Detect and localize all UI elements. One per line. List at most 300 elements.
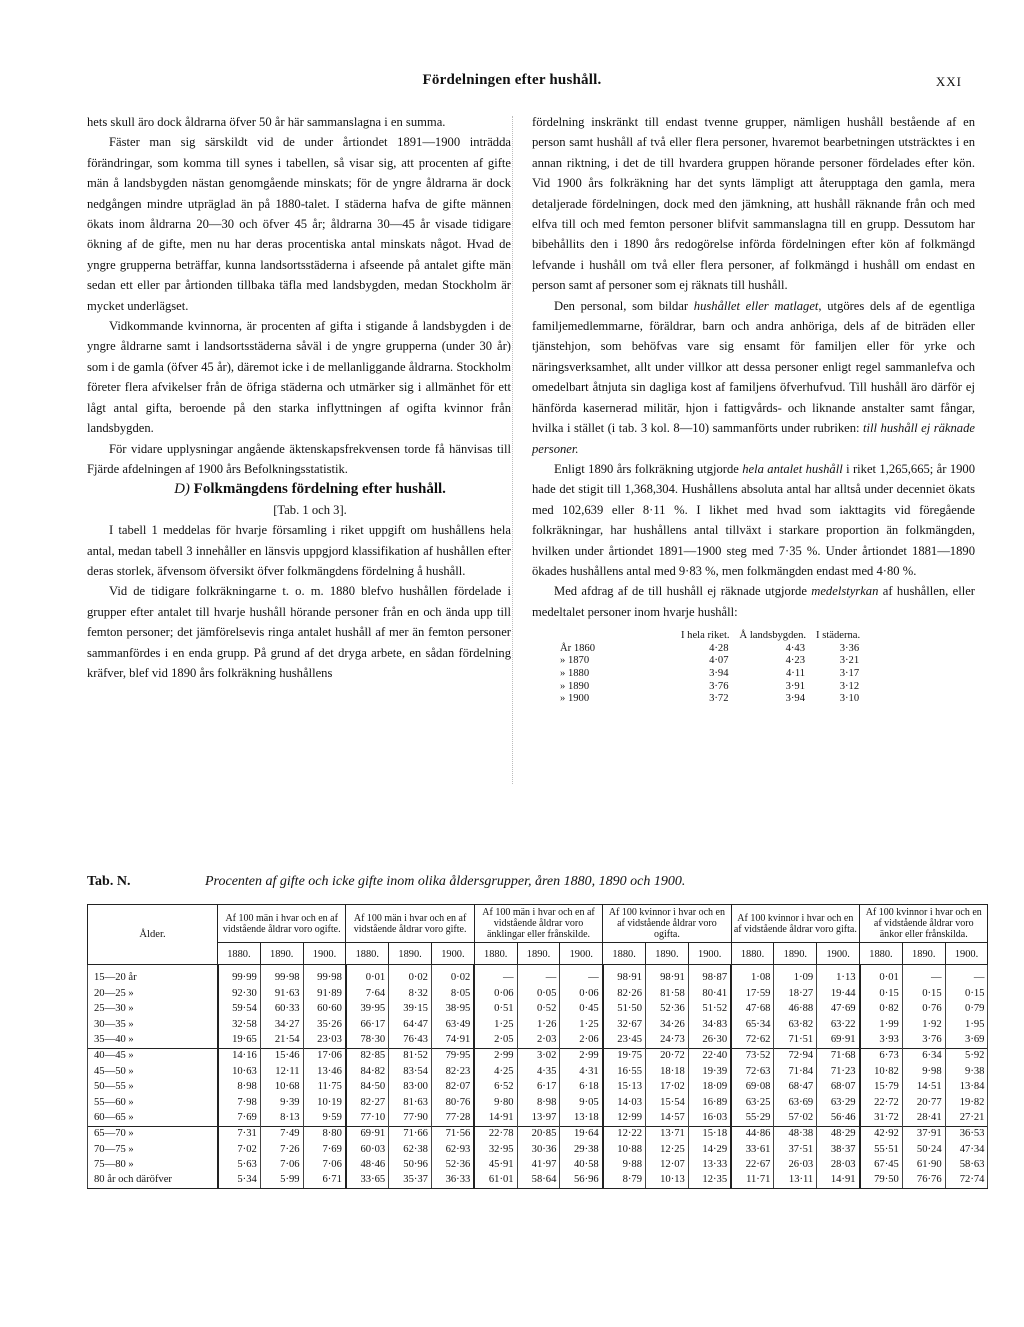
table-cell: 67·45 [860,1158,903,1173]
age-column-header: Ålder. [88,905,218,965]
running-title: Fördelningen efter hushåll. [422,72,602,88]
household-table-body [558,643,865,706]
table-cell: 71·84 [774,1064,817,1079]
table-heading [87,874,987,894]
row-label: » 1880 [560,667,590,679]
row-label: » 1900 [560,693,590,705]
year-header: 1880. [474,943,517,965]
table-cell: 5·63 [218,1158,261,1173]
table-cell: 36·33 [431,1173,474,1189]
table-cell: 13·71 [646,1126,689,1142]
table-cell: 14·16 [218,1048,261,1064]
table-cell: 78·30 [346,1033,389,1049]
emphasis: hela antalet hushåll [742,461,843,476]
age-cell: 70—75 » [88,1142,218,1157]
age-cell: 60—65 » [88,1111,218,1127]
table-cell: 3·10 [839,693,860,705]
table-cell: 44·86 [731,1126,774,1142]
table-cell: 81·58 [646,986,689,1001]
table-cell: 66·17 [346,1017,389,1032]
table-cell: 82·23 [431,1064,474,1079]
table-row [558,681,865,694]
table-cell: 79·50 [860,1173,903,1189]
table-cell: 0·51 [474,1002,517,1017]
table-cell: 48·29 [817,1126,860,1142]
table-cell: 52·36 [646,1002,689,1017]
table-cell: 35·26 [303,1017,346,1032]
table-cell: 7·06 [260,1158,303,1173]
table-cell: 0·52 [517,1002,560,1017]
table-cell: 0·79 [945,1002,988,1017]
table-cell: 19·82 [945,1095,988,1110]
table-cell: 15·79 [860,1080,903,1095]
table-row [88,1064,988,1079]
table-cell: 34·83 [688,1017,731,1032]
table-cell: 20·72 [646,1048,689,1064]
age-cell: 40—45 » [88,1048,218,1064]
table-row [88,1033,988,1049]
table-cell: — [474,965,517,987]
table-cell: 34·26 [646,1017,689,1032]
table-cell: 68·07 [817,1080,860,1095]
table-cell: 4·25 [474,1064,517,1079]
table-cell: 1·13 [817,965,860,987]
table-cell: 14·51 [902,1080,945,1095]
table-cell: 32·67 [603,1017,646,1032]
table-cell: 98·91 [646,965,689,987]
year-header: 1900. [560,943,603,965]
age-cell: 65—70 » [88,1126,218,1142]
table-cell: 8·80 [303,1126,346,1142]
year-header: 1900. [817,943,860,965]
table-cell: 47·68 [731,1002,774,1017]
table-cell: 8·98 [517,1095,560,1110]
table-cell: 71·66 [389,1126,432,1142]
emphasis: medelstyrkan [811,584,879,599]
year-header: 1900. [431,943,474,965]
table-cell: 2·99 [474,1048,517,1064]
table-cell: 41·97 [517,1158,560,1173]
section-title: Folkmängdens fördelning efter hushåll. [193,481,446,498]
paragraph: hets skull äro dock åldrarna öfver 50 år här sammanslagna i en summa. [87,115,446,129]
table-cell: 65·34 [731,1017,774,1032]
table-cell: 9·05 [560,1095,603,1110]
year-header: 1890. [260,943,303,965]
table-cell: 33·65 [346,1173,389,1189]
table-cell: 61·01 [474,1173,517,1189]
year-header: 1880. [218,943,261,965]
year-header: 1900. [303,943,346,965]
table-cell: 0·76 [902,1002,945,1017]
table-cell: 5·34 [218,1173,261,1189]
table-cell: 59·54 [218,1002,261,1017]
table-cell: 15·46 [260,1048,303,1064]
table-cell: 63·82 [774,1017,817,1032]
table-cell: 15·54 [646,1095,689,1110]
table-cell: 10·13 [646,1173,689,1189]
table-cell: 19·64 [560,1126,603,1142]
age-cell: 20—25 » [88,986,218,1001]
table-cell: 14·29 [688,1142,731,1157]
table-cell: 52·36 [431,1158,474,1173]
table-cell: 55·29 [731,1111,774,1127]
table-cell: 82·85 [346,1048,389,1064]
table-cell: 13·97 [517,1111,560,1127]
table-cell: 12·11 [260,1064,303,1079]
age-cell: 30—35 » [88,1017,218,1032]
table-cell: 58·63 [945,1158,988,1173]
table-cell: 20·85 [517,1126,560,1142]
table-cell: 83·00 [389,1080,432,1095]
table-cell: 5·99 [260,1173,303,1189]
table-cell: 71·51 [774,1033,817,1049]
table-cell: 10·82 [860,1064,903,1079]
table-cell: 48·38 [774,1126,817,1142]
table-cell: 16·55 [603,1064,646,1079]
table-cell: 14·91 [817,1173,860,1189]
year-header: 1890. [389,943,432,965]
table-cell: 27·21 [945,1111,988,1127]
table-cell: 60·33 [260,1002,303,1017]
table-row [558,655,865,668]
table-cell: 12·99 [603,1111,646,1127]
table-cell: 13·33 [688,1158,731,1173]
table-cell: 2·03 [517,1033,560,1049]
table-cell: 18·27 [774,986,817,1001]
table-corner [558,630,676,643]
table-cell: 0·06 [560,986,603,1001]
row-label: » 1890 [560,680,590,692]
section-heading [87,479,511,499]
paragraph: För vidare upplysningar angående äktenskapsfrekvensen torde få hänvisas till Fjärde afdelningen af 1900 års Befolkningsstatistik. [87,441,511,476]
table-cell: 4·28 [709,642,729,654]
table-cell: 7·69 [218,1111,261,1127]
table-cell: 7·31 [218,1126,261,1142]
table-cell: 9·98 [902,1064,945,1079]
table-row [88,1142,988,1157]
paragraph: I tabell 1 meddelas för hvarje församling i riket uppgift om hushållens hela antal, medan tabell 3 innehåller en länsvis uppgjord klassifikation af hushållen efter deras storlek, äfvensom öfversikt öfver folkmängdens fördelning å hushåll. [87,523,511,578]
table-cell: 13·18 [560,1111,603,1127]
column-header: I hela riket. [681,630,730,642]
table-cell: 8·05 [431,986,474,1001]
table-cell: 13·46 [303,1064,346,1079]
table-cell: 98·87 [688,965,731,987]
table-cell: 57·02 [774,1111,817,1127]
table-cell: 51·52 [688,1002,731,1017]
table-cell: 3·94 [785,693,806,705]
table-cell: 3·02 [517,1048,560,1064]
table-cell: 72·74 [945,1173,988,1189]
table-cell: — [945,965,988,987]
table-cell: 14·03 [603,1095,646,1110]
table-cell: 84·50 [346,1080,389,1095]
table-cell: 0·06 [474,986,517,1001]
table-cell: 4·31 [560,1064,603,1079]
table-cell: 12·22 [603,1126,646,1142]
table-cell: 0·15 [860,986,903,1001]
table-cell: 32·95 [474,1142,517,1157]
table-cell: 22·67 [731,1158,774,1173]
table-cell: 9·88 [603,1158,646,1173]
year-header: 1880. [731,943,774,965]
table-row [88,1017,988,1032]
table-cell: 3·17 [839,667,860,679]
table-cell: 0·01 [346,965,389,987]
table-cell: 2·05 [474,1033,517,1049]
table-cell: 47·69 [817,1002,860,1017]
table-cell: 3·91 [785,680,806,692]
table-cell: 21·54 [260,1033,303,1049]
table-cell: 31·72 [860,1111,903,1127]
table-cell: 82·07 [431,1080,474,1095]
text-run: af hushållen, eller medeltalet personer inom hvarje hushåll: [532,584,975,619]
table-cell: 92·30 [218,986,261,1001]
table-cell: 4·07 [709,655,729,667]
table-cell: 19·44 [817,986,860,1001]
table-cell: 13·11 [774,1173,817,1189]
table-cell: 38·37 [817,1142,860,1157]
table-cell: 0·02 [431,965,474,987]
paragraph: Fäster man sig särskildt vid de under årtiondet 1891—1900 inträdda förändringar, som komma till synes i tabellen, så visar sig, att procenten af gifte män å landsbygden nästan genomgående minskats; för de yngre åldrarna är dock nedgången mindre utpräglad än på 1880-talet. I städerna hafva de gifte männen ökats inom åldrarna 20—30 och öfver 45 år; åldrarna 30—45 år visade tidigare ökning af de gifte, men nu har deras procentiska antal minskats något. Hvad de yngre grupperna beträffar, kunna landsortsstäderna i afseende på antalet gifte män sedan ett eller par årtionden tillbaka täfla med landsbygden, medan Stockholm är mycket underlägset. [87,135,511,313]
table-row [88,965,988,987]
year-header: 1890. [517,943,560,965]
table-cell: 7·69 [303,1142,346,1157]
table-cell: 17·02 [646,1080,689,1095]
text-run: Den personal, som bildar [554,298,694,313]
table-cell: 82·27 [346,1095,389,1110]
table-row [88,1111,988,1127]
group-header: Af 100 kvinnor i hvar och en af vidstående åldrar voro ogifta. [603,905,731,943]
table-cell: 1·08 [731,965,774,987]
table-cell: 19·75 [603,1048,646,1064]
table-cell: 10·68 [260,1080,303,1095]
table-row [88,1002,988,1017]
table-cell: 99·99 [218,965,261,987]
table-cell: 0·15 [945,986,988,1001]
row-label: » 1870 [560,655,590,667]
table-cell: 40·58 [560,1158,603,1173]
paragraph: Vidkommande kvinnorna, är procenten af gifta i stigande å landsbygden i de yngre åldrarne samt i landsortsstäderna såväl i de yngre grupperna (under 30 år) som i de gamla (öfver 45 år), däremot icke i de mellanliggande åldrarna. Stockholm företer flera afvikelser från de öfriga städerna och utmärker sig i allmänhet för ett lågt antal gifta, beroende på den starka inflyttningen af ogifta kvinnor från landsbygden. [87,319,511,436]
table-row [88,1095,988,1110]
table-cell: 28·03 [817,1158,860,1173]
table-cell: 50·96 [389,1158,432,1173]
table-cell: 2·06 [560,1033,603,1049]
table-cell: 74·91 [431,1033,474,1049]
table-cell: 47·34 [945,1142,988,1157]
table-cell: 71·56 [431,1126,474,1142]
table-cell: 77·28 [431,1111,474,1127]
table-cell: 16·89 [688,1095,731,1110]
table-cell: — [902,965,945,987]
table-cell: 24·73 [646,1033,689,1049]
table-cell: 1·09 [774,965,817,987]
paragraph: fördelning inskränkt till endast tvenne grupper, nämligen hushåll bestående af en person samt hushåll af två eller flera personer, hvaremot bearbetningen utsträcktes i en annan riktning, i det de till hvardera gruppen hörande personer fördelades efter kön. Vid 1900 års folkräkning har det synts lämpligt att återupptaga den gamla, mera detaljerade fördelningen, dock med den jämkning, att hushåll räknande från och med elfva till och med femton personer blifvit sammanslagna till en grupp. Dessutom har bibehållits den i 1890 års redogörelse införda fördelningen efter kön af folkmängd lefvande i hushåll om två eller flera personer, af folkmängd i hushåll om endast en person samt af personer som ej räknats till hushåll. [532,115,975,293]
text-run: i riket 1,265,665; år 1900 hade det stigit till 1,368,304. Hushållens absoluta antal har alltså under decenniet ökats med 102,639 eller 8·11 %. I likhet med hvad som iakttagits vid föregående folkräkningar, har hushållens antal tillväxt i starkare proportion än folkmängden, hvilken under årtiondet 1891—1900 steg med 7·35 %. Under årtiondet 1881—1890 ökades hushållens antal med 9·83 %, men folkmängden endast med 4·80 %. [532,461,976,578]
table-cell: 99·98 [303,965,346,987]
age-cell: 75—80 » [88,1158,218,1173]
table-cell: 11·71 [731,1173,774,1189]
section-reference: [Tab. 1 och 3]. [273,502,347,517]
table-cell: 7·98 [218,1095,261,1110]
table-cell: — [517,965,560,987]
text-run: Med afdrag af de till hushåll ej räknade utgjorde [554,584,812,599]
age-cell: 25—30 » [88,1002,218,1017]
table-cell: 42·92 [860,1126,903,1142]
table-cell: 29·38 [560,1142,603,1157]
year-header: 1890. [902,943,945,965]
age-cell: 55—60 » [88,1095,218,1110]
table-cell: 51·50 [603,1002,646,1017]
table-row [558,643,865,656]
table-cell: 23·45 [603,1033,646,1049]
table-cell: 64·47 [389,1017,432,1032]
table-cell: 63·69 [774,1095,817,1110]
table-cell: 32·58 [218,1017,261,1032]
table-cell: 26·03 [774,1158,817,1173]
group-header: Af 100 kvinnor i hvar och en af vidstående åldrar voro gifta. [731,905,859,943]
table-cell: 0·45 [560,1002,603,1017]
table-row [88,1048,988,1064]
table-cell: 83·54 [389,1064,432,1079]
age-cell: 35—40 » [88,1033,218,1049]
table-cell: 7·64 [346,986,389,1001]
year-header: 1880. [603,943,646,965]
table-cell: 12·07 [646,1158,689,1173]
table-cell: 12·25 [646,1142,689,1157]
left-column [87,112,511,683]
table-cell: 81·52 [389,1048,432,1064]
year-header: 1880. [860,943,903,965]
table-cell: 18·09 [688,1080,731,1095]
table-cell: 0·02 [389,965,432,987]
table-cell: 2·99 [560,1048,603,1064]
table-cell: 73·52 [731,1048,774,1064]
table-cell: 22·72 [860,1095,903,1110]
table-cell: 8·98 [218,1080,261,1095]
table-cell: 63·29 [817,1095,860,1110]
table-row [88,1173,988,1189]
table-cell: 6·73 [860,1048,903,1064]
table-cell: 69·08 [731,1080,774,1095]
section-letter: D) [174,481,190,498]
table-cell: 22·40 [688,1048,731,1064]
year-header: 1880. [346,943,389,965]
table-cell: 79·95 [431,1048,474,1064]
table-row [88,1158,988,1173]
table-cell: 80·41 [688,986,731,1001]
table-cell: 14·91 [474,1111,517,1127]
table-cell: 3·76 [902,1033,945,1049]
table-cell: 77·90 [389,1111,432,1127]
column-divider [512,116,513,784]
year-header: 1890. [646,943,689,965]
table-cell: 7·06 [303,1158,346,1173]
table-cell: 6·17 [517,1080,560,1095]
household-size-table [558,630,865,706]
table-cell: 1·25 [474,1017,517,1032]
table-cell: 45·91 [474,1158,517,1173]
paragraph [532,296,975,459]
table-cell: 7·02 [218,1142,261,1157]
table-row [88,986,988,1001]
table-cell: 3·12 [839,680,860,692]
table-cell: 10·88 [603,1142,646,1157]
table-cell: 72·63 [731,1064,774,1079]
page-number: XXI [935,74,962,89]
group-header: Af 100 män i hvar och en af vidstående åldrar voro ogifte. [218,905,346,943]
year-header: 1900. [688,943,731,965]
table-cell: 10·19 [303,1095,346,1110]
table-cell: 10·63 [218,1064,261,1079]
table-cell: 39·95 [346,1002,389,1017]
age-cell: 50—55 » [88,1080,218,1095]
table-cell: 23·03 [303,1033,346,1049]
table-cell: 39·15 [389,1002,432,1017]
table-cell: 4·35 [517,1064,560,1079]
column-header: Å landsbygden. [739,630,807,642]
paragraph [532,581,975,622]
age-cell: 15—20 år [88,965,218,987]
table-row [88,1080,988,1095]
table-cell: 1·99 [860,1017,903,1032]
year-header-row [88,943,988,965]
table-cell: 0·82 [860,1002,903,1017]
paragraph [532,459,975,581]
table-cell: 69·91 [817,1033,860,1049]
table-cell: 8·13 [260,1111,303,1127]
table-cell: 82·26 [603,986,646,1001]
table-cell: 0·05 [517,986,560,1001]
table-cell: 77·10 [346,1111,389,1127]
table-cell: 19·65 [218,1033,261,1049]
table-cell: 35·37 [389,1173,432,1189]
table-cell: 9·80 [474,1095,517,1110]
age-cell: 45—50 » [88,1064,218,1079]
table-cell: 71·68 [817,1048,860,1064]
table-cell: 9·59 [303,1111,346,1127]
group-header: Af 100 kvinnor i hvar och en af vidstående åldrar voro änkor eller frånskilda. [860,905,988,943]
table-cell: 81·63 [389,1095,432,1110]
table-cell: 3·36 [839,642,860,654]
table-cell: 6·71 [303,1173,346,1189]
table-cell: 61·90 [902,1158,945,1173]
table-caption: Procenten af gifte och icke gifte inom olika åldersgrupper, åren 1880, 1890 och 1900. [205,874,686,889]
table-cell: 4·23 [785,655,806,667]
table-cell: 0·15 [902,986,945,1001]
table-cell: 17·06 [303,1048,346,1064]
table-cell: 71·23 [817,1064,860,1079]
table-cell: 3·21 [839,655,860,667]
table-cell: 8·32 [389,986,432,1001]
table-cell: 12·35 [688,1173,731,1189]
table-cell: 62·38 [389,1142,432,1157]
table-cell: 60·60 [303,1002,346,1017]
table-cell: 6·18 [560,1080,603,1095]
table-label: Tab. N. [87,874,131,889]
text-run: Enligt 1890 års folkräkning utgjorde [554,461,743,476]
table-cell: 3·69 [945,1033,988,1049]
table-cell: 9·38 [945,1064,988,1079]
table-cell: 46·88 [774,1002,817,1017]
table-body [88,965,988,1189]
table-cell: 37·91 [902,1126,945,1142]
table-cell: 37·51 [774,1142,817,1157]
table-cell: 1·26 [517,1017,560,1032]
table-cell: 63·22 [817,1017,860,1032]
table-cell: 76·43 [389,1033,432,1049]
table-cell: 38·95 [431,1002,474,1017]
table-cell: 76·76 [902,1173,945,1189]
